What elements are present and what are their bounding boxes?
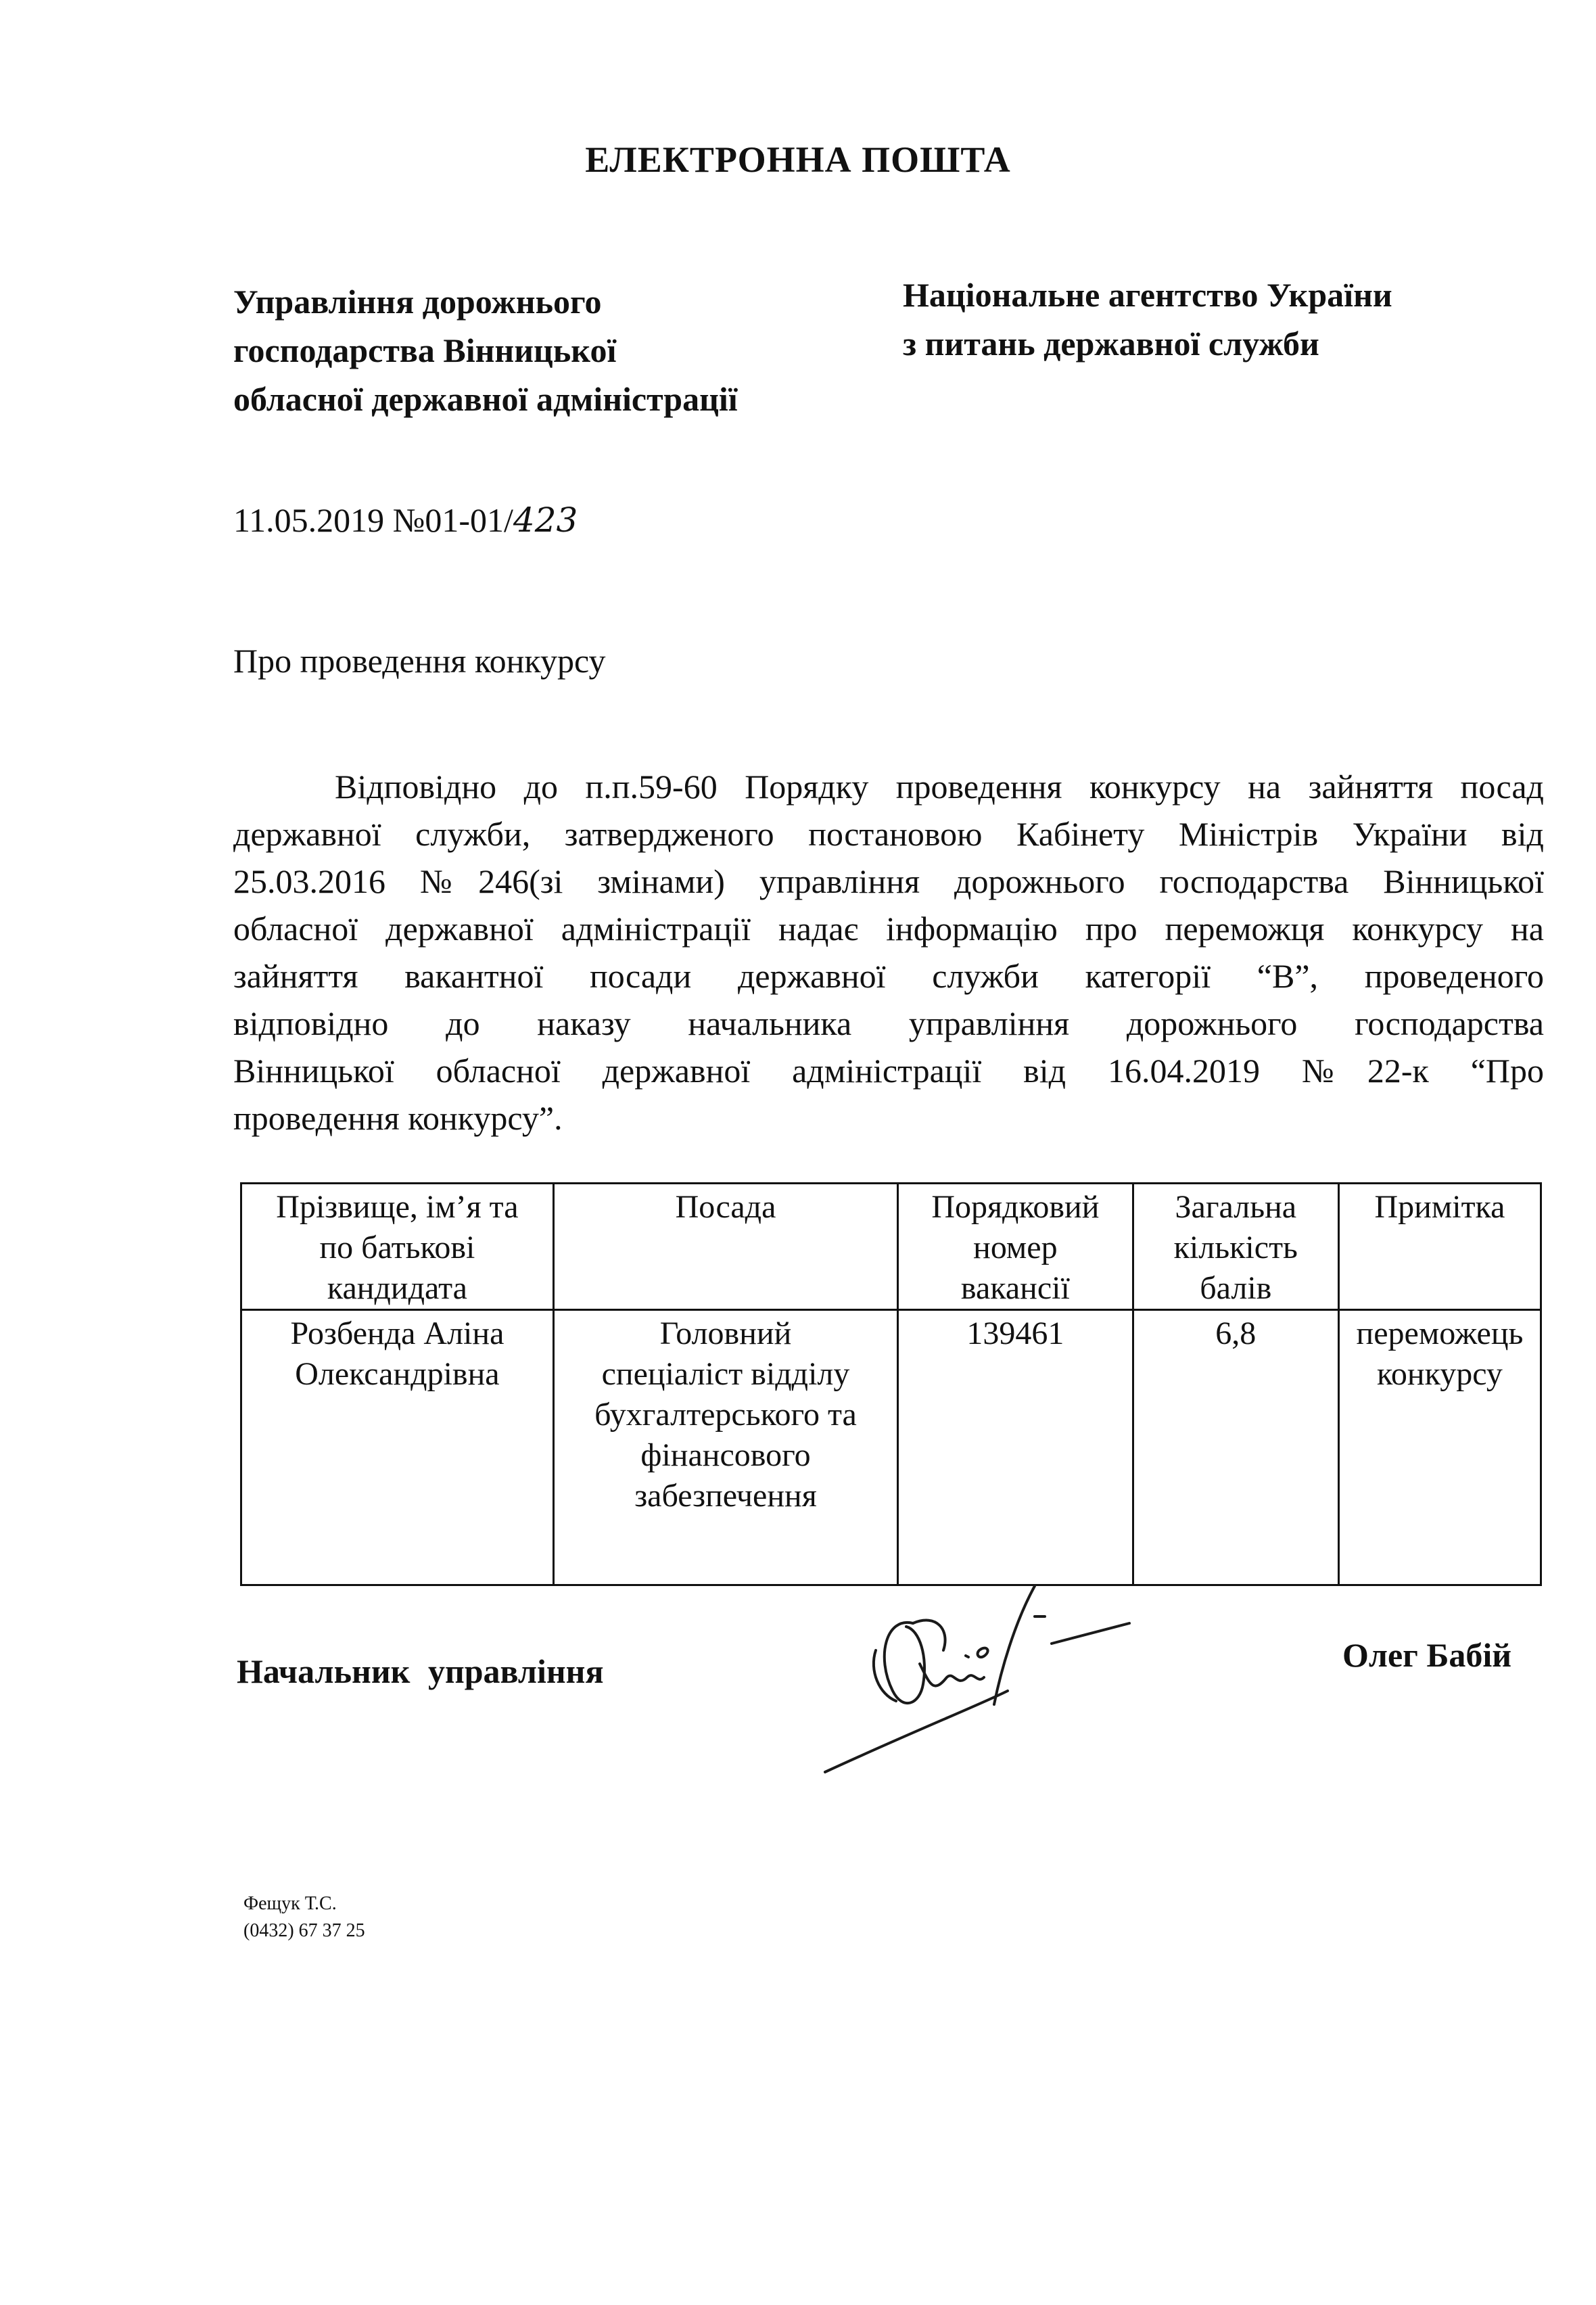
cell-text: 139461 xyxy=(966,1316,1064,1351)
header-position xyxy=(553,1184,897,1310)
cell-text: забезпечення xyxy=(634,1478,817,1514)
cell-note xyxy=(1338,1310,1541,1585)
header-note xyxy=(1338,1184,1541,1310)
header-candidate-name xyxy=(241,1184,554,1310)
executor-info xyxy=(243,1890,365,1945)
recipient-organization xyxy=(903,271,1511,368)
header-text: вакансії xyxy=(960,1270,1070,1306)
body-line: відповідно до наказу начальника управління дорожнього господарства xyxy=(233,1004,1544,1042)
cell-candidate-name xyxy=(241,1310,554,1585)
handwritten-signature xyxy=(812,1576,1163,1779)
cell-position xyxy=(553,1310,897,1585)
registration-printed: 11.05.2019 №01-01/ xyxy=(233,501,513,539)
document-subject: Про проведення конкурсу xyxy=(233,642,606,680)
header-total-score xyxy=(1133,1184,1338,1310)
sender-line: Управління дорожнього xyxy=(233,283,602,321)
sender-organization xyxy=(233,277,842,423)
registration-number xyxy=(233,500,578,540)
signer-name: Олег Бабій xyxy=(1342,1636,1512,1674)
body-line: державної служби, затвердженого постановою Кабінету Міністрів України від xyxy=(233,815,1544,853)
cell-text: бухгалтерського та xyxy=(594,1397,857,1433)
body-line: Відповідно до п.п.59-60 Порядку проведення конкурсу на зайняття посад xyxy=(335,768,1544,806)
results-table xyxy=(240,1182,1542,1586)
sender-line: обласної державної адміністрації xyxy=(233,380,738,418)
cell-vacancy-number xyxy=(898,1310,1133,1585)
document-title: ЕЛЕКТРОННА ПОШТА xyxy=(585,139,1011,180)
header-text: номер xyxy=(973,1230,1058,1265)
header-text: Примітка xyxy=(1374,1189,1505,1225)
header-vacancy-number xyxy=(898,1184,1133,1310)
cell-text: Олександрівна xyxy=(295,1356,500,1392)
body-line: проведення конкурсу”. xyxy=(233,1099,563,1137)
cell-text: 6,8 xyxy=(1215,1316,1257,1351)
signer-position: Начальник управління xyxy=(237,1652,604,1690)
sender-line: господарства Вінницької xyxy=(233,331,617,369)
table-header-row xyxy=(241,1184,1541,1310)
cell-text: фінансового xyxy=(640,1437,811,1473)
cell-text: спеціаліст відділу xyxy=(601,1356,850,1392)
header-text: кандидата xyxy=(327,1270,467,1306)
body-paragraph xyxy=(233,763,1544,1142)
body-line: 25.03.2016 №246(зі змінами) управління дорожнього господарства Вінницької xyxy=(233,862,1544,900)
header-text: по батькові xyxy=(319,1230,475,1265)
header-text: балів xyxy=(1200,1270,1272,1306)
executor-name: Фещук Т.С. xyxy=(243,1893,337,1914)
header-text: кількість xyxy=(1173,1230,1298,1265)
recipient-line: з питань державної служби xyxy=(903,325,1319,363)
header-text: Прізвище, ім’я та xyxy=(276,1189,519,1225)
header-text: Загальна xyxy=(1175,1189,1297,1225)
cell-text: Головний xyxy=(659,1316,792,1351)
body-line: Вінницької обласної державної адміністрації від 16.04.2019 №22-к “Про xyxy=(233,1052,1544,1090)
registration-handwritten: 423 xyxy=(513,500,578,540)
recipient-line: Національне агентство України xyxy=(903,276,1392,314)
cell-text: переможець xyxy=(1356,1316,1524,1351)
body-line: зайняття вакантної посади державної служби категорії “В”, проведеного xyxy=(233,957,1544,995)
cell-text: конкурсу xyxy=(1377,1356,1503,1392)
header-text: Порядковий xyxy=(931,1189,1100,1225)
header-text: Посада xyxy=(675,1189,776,1225)
cell-total-score xyxy=(1133,1310,1338,1585)
table-row xyxy=(241,1310,1541,1585)
executor-phone: (0432) 67 37 25 xyxy=(243,1920,365,1941)
body-line: обласної державної адміністрації надає інформацію про переможця конкурсу на xyxy=(233,910,1544,948)
cell-text: Розбенда Аліна xyxy=(290,1316,504,1351)
